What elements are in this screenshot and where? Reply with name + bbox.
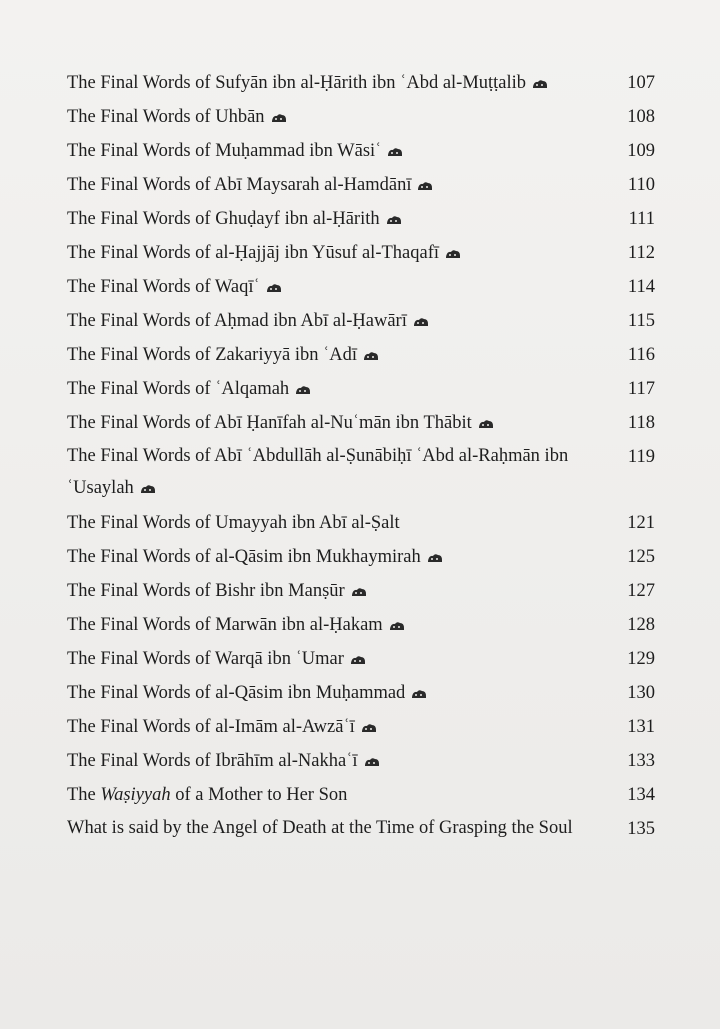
entry-title: The Final Words of Abī ʿAbdullāh al-Ṣunābiḥī ʿAbd al-Raḥmān ibn ʿUsaylah <box>67 446 569 498</box>
page-number: 125 <box>627 547 655 567</box>
entry-title: The Final Words of al-Imām al-Awzāʿī <box>67 710 607 744</box>
entry-title: The Final Words of Sufyān ibn al-Ḥārith ibn ʿAbd al-Muṭṭalib <box>67 66 607 100</box>
entry-title: The Final Words of Aḥmad ibn Abī al-Ḥawārī <box>67 304 607 338</box>
toc-entry[interactable] <box>67 270 657 304</box>
page-number: 112 <box>627 243 655 263</box>
page-number: 121 <box>627 513 655 533</box>
honorific-icon <box>427 552 443 563</box>
toc-entry[interactable] <box>67 134 657 168</box>
honorific-icon <box>387 146 403 157</box>
page-number: 134 <box>627 785 655 805</box>
page-number: 107 <box>627 73 655 93</box>
toc-entry[interactable] <box>67 168 657 202</box>
entry-title: The Final Words of Warqā ibn ʿUmar <box>67 642 607 676</box>
entry-title: What is said by the Angel of Death at the Time of Grasping the Soul <box>67 818 573 838</box>
toc-entry[interactable] <box>67 812 657 878</box>
honorific-icon <box>271 112 287 123</box>
entry-title: The Final Words of Marwān ibn al-Ḥakam <box>67 608 607 642</box>
toc-entry[interactable] <box>67 406 657 440</box>
honorific-icon <box>411 688 427 699</box>
page-number: 129 <box>627 649 655 669</box>
entry-title: The Final Words of al-Qāsim ibn Mukhaymirah <box>67 540 607 574</box>
entry-title: The Final Words of Ghuḍayf ibn al-Ḥārith <box>67 202 607 236</box>
honorific-icon <box>266 282 282 293</box>
entry-title: The Final Words of Muḥammad ibn Wāsiʿ <box>67 134 607 168</box>
toc-entry[interactable] <box>67 778 657 812</box>
entry-title: The Final Words of Bishr ibn Manṣūr <box>67 574 607 608</box>
toc-entry[interactable] <box>67 676 657 710</box>
toc-entry[interactable] <box>67 440 657 506</box>
entry-title: The Final Words of Ibrāhīm al-Nakhaʿī <box>67 744 607 778</box>
entry-title: The Final Words of Uhbān <box>67 100 607 134</box>
page-number: 109 <box>627 141 655 161</box>
page-number: 128 <box>627 615 655 635</box>
toc-entry[interactable] <box>67 304 657 338</box>
entry-title: The Final Words of Abī Maysarah al-Hamdānī <box>67 168 607 202</box>
honorific-icon <box>351 586 367 597</box>
honorific-icon <box>364 756 380 767</box>
page-number: 127 <box>627 581 655 601</box>
honorific-icon <box>363 350 379 361</box>
page-number: 117 <box>627 379 655 399</box>
page-number: 118 <box>627 413 655 433</box>
toc-entry[interactable] <box>67 66 657 100</box>
entry-title: The Final Words of al-Qāsim ibn Muḥammad <box>67 676 607 710</box>
entry-title: The Final Words of Umayyah ibn Abī al-Ṣalt <box>67 513 400 533</box>
table-of-contents <box>67 66 657 878</box>
page-number: 131 <box>627 717 655 737</box>
page-number: 111 <box>628 209 655 229</box>
page-number: 133 <box>627 751 655 771</box>
honorific-icon <box>417 180 433 191</box>
toc-entry[interactable] <box>67 574 657 608</box>
italic-term: Waṣiyyah <box>100 785 171 805</box>
entry-title: The Final Words of Abī Ḥanīfah al-Nuʿmān ibn Thābit <box>67 406 607 440</box>
toc-entry[interactable] <box>67 236 657 270</box>
honorific-icon <box>532 78 548 89</box>
honorific-icon <box>478 418 494 429</box>
honorific-icon <box>413 316 429 327</box>
honorific-icon <box>445 248 461 259</box>
toc-entry[interactable] <box>67 506 657 540</box>
page-number: 130 <box>627 683 655 703</box>
page-number: 108 <box>627 107 655 127</box>
toc-entry[interactable] <box>67 608 657 642</box>
toc-entry[interactable] <box>67 202 657 236</box>
toc-entry[interactable] <box>67 710 657 744</box>
toc-entry[interactable] <box>67 642 657 676</box>
toc-entry[interactable] <box>67 338 657 372</box>
toc-entry[interactable] <box>67 540 657 574</box>
toc-entry[interactable] <box>67 100 657 134</box>
page-number: 110 <box>627 175 655 195</box>
honorific-icon <box>389 620 405 631</box>
entry-title: The Final Words of Waqīʿ <box>67 270 607 304</box>
toc-entry[interactable] <box>67 372 657 406</box>
entry-title: The Final Words of al-Ḥajjāj ibn Yūsuf al-Thaqafī <box>67 236 607 270</box>
entry-title: The Final Words of Zakariyyā ibn ʿAdī <box>67 338 607 372</box>
page-number: 115 <box>627 311 655 331</box>
page-number: 135 <box>627 819 655 839</box>
page-number: 116 <box>627 345 655 365</box>
honorific-icon <box>140 483 156 494</box>
toc-entry[interactable] <box>67 744 657 778</box>
page-number: 119 <box>627 447 655 467</box>
honorific-icon <box>295 384 311 395</box>
page-number: 114 <box>627 277 655 297</box>
honorific-icon <box>361 722 377 733</box>
honorific-icon <box>350 654 366 665</box>
honorific-icon <box>386 214 402 225</box>
entry-title: The Waṣiyyah of a Mother to Her Son <box>67 785 348 805</box>
entry-title: The Final Words of ʿAlqamah <box>67 372 607 406</box>
